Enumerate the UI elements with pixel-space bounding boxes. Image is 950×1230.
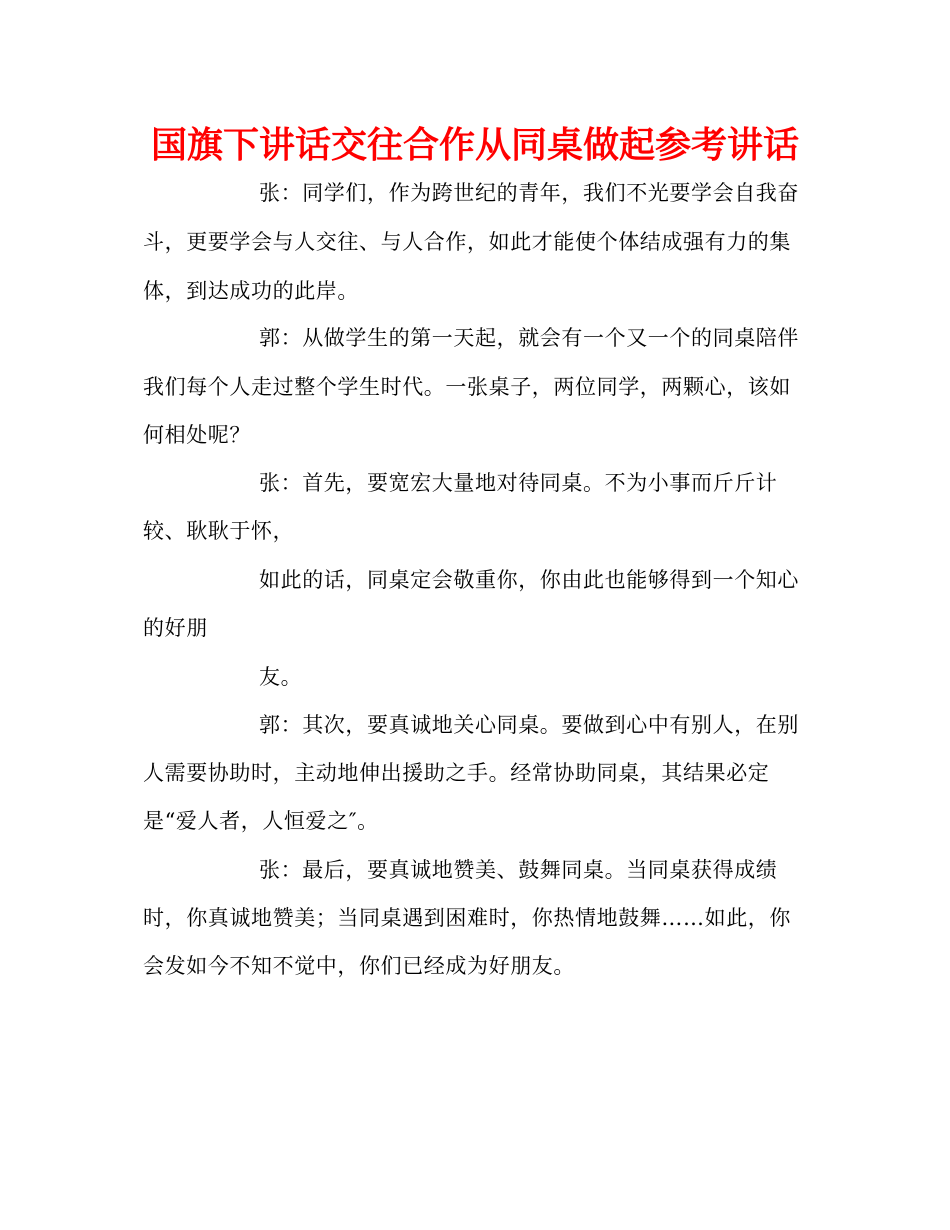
paragraph-line: 较、耿耿于怀， — [143, 519, 295, 543]
paragraph-line: 是“爱人者，人恒爱之″。 — [143, 809, 379, 833]
paragraph-line: 会发如今不知不觉中，你们已经成为好朋友。 — [143, 954, 575, 978]
paragraph-line: 郭：其次，要真诚地关心同桌。要做到心中有别人，在别 — [259, 713, 799, 737]
paragraph-line: 张：首先，要宽宏大量地对待同桌。不为小事而斤斤计 — [259, 471, 778, 495]
paragraph-line: 郭：从做学生的第一天起，就会有一个又一个的同桌陪伴 — [259, 326, 799, 350]
paragraph-line: 张：同学们，作为跨世纪的青年，我们不光要学会自我奋 — [259, 181, 799, 205]
paragraph-line: 人需要协助时，主动地伸出援助之手。经常协助同桌，其结果必定 — [143, 761, 770, 785]
paragraph-line: 何相处呢？ — [143, 423, 251, 447]
paragraph-line: 如此的话，同桌定会敬重你，你由此也能够得到一个知心 — [259, 568, 799, 592]
paragraph-line: 张：最后，要真诚地赞美、鼓舞同桌。当同桌获得成绩 — [259, 858, 778, 882]
paragraph-line: 体，到达成功的此岸。 — [143, 279, 359, 303]
paragraph-line: 时，你真诚地赞美；当同桌遇到困难时，你热情地鼓舞……如此，你 — [143, 906, 791, 930]
paragraph-line: 的好朋 — [143, 616, 208, 640]
paragraph-line: 斗，更要学会与人交往、与人合作，如此才能使个体结成强有力的集 — [143, 230, 791, 254]
document-title: 国旗下讲话交往合作从同桌做起参考讲话 — [150, 125, 799, 166]
paragraph-line: 我们每个人走过整个学生时代。一张桌子，两位同学，两颗心，该如 — [143, 375, 791, 399]
paragraph-line: 友。 — [259, 665, 303, 689]
